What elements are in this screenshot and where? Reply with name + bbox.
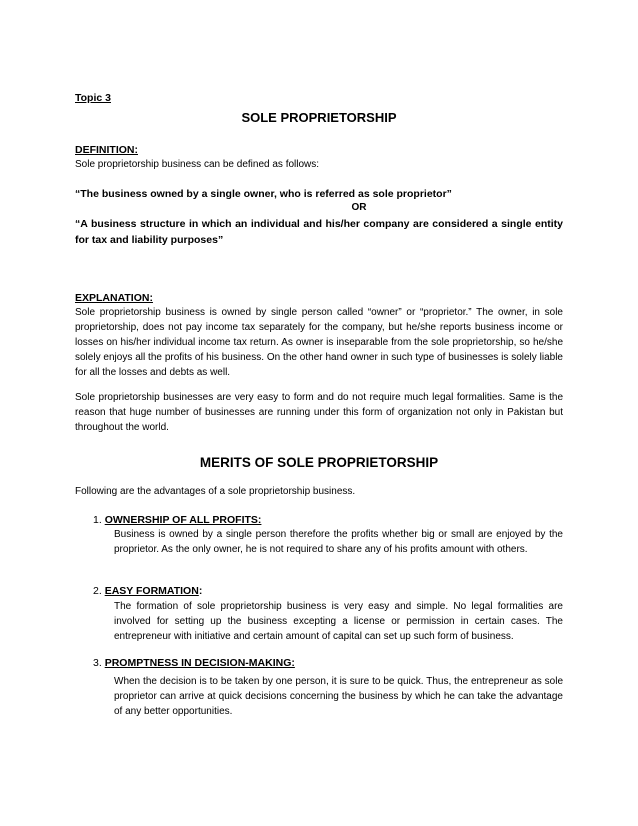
merit-label: PROMPTNESS IN DECISION-MAKING: bbox=[104, 657, 295, 669]
merits-title: MERITS OF SOLE PROPRIETORSHIP bbox=[199, 455, 439, 470]
merit-number: 3. bbox=[93, 657, 102, 669]
explanation-heading: EXPLANATION: bbox=[75, 292, 153, 304]
merit-label-suffix: : bbox=[198, 585, 203, 597]
definition-intro: Sole proprietorship business can be defined as follows: bbox=[75, 159, 320, 170]
merit-heading bbox=[93, 585, 202, 597]
explanation-paragraph-2: Sole proprietorship businesses are very easy to form and do not require much legal formalities. Same is the reason that huge number of businesses are running under this form of organization not only in Pakistan but throughout the world. bbox=[75, 392, 563, 433]
merit-text: Business is owned by a single person therefore the profits whether big or small are enjoyed by the proprietor. As the only owner, he is not required to share any of his profits amount with others. bbox=[114, 529, 563, 555]
definition-quote-1: “The business owned by a single owner, who is referred as sole proprietor” bbox=[75, 188, 452, 200]
page-title: SOLE PROPRIETORSHIP bbox=[241, 110, 397, 125]
merit-text: The formation of sole proprietorship business is very easy and simple. No legal formalities are involved for setting up the business excepting a license or permission in certain cases. The entrepreneur with initiative and certain amount of capital can set up such form of business. bbox=[114, 601, 563, 642]
merits-intro: Following are the advantages of a sole proprietorship business. bbox=[75, 486, 356, 497]
explanation-paragraph-1: Sole proprietorship business is owned by single person called “owner” or “proprietor.” The owner, in sole proprietorship, does not pay income tax separately for the company, but he/she reports business income or losses on his/her individual income tax return. As owner is inseparable from the sole proprietorship, so he/she solely enjoys all the profits of his business. On the other hand owner in such type of businesses is solely liable for all the losses and debts as well. bbox=[75, 307, 563, 378]
or-separator: OR bbox=[351, 202, 367, 213]
definition-quote-2: “A business structure in which an individual and his/her company are considered a single entity for tax and liability purposes” bbox=[75, 218, 563, 246]
merit-label: OWNERSHIP OF ALL PROFITS: bbox=[104, 514, 262, 526]
merit-number: 2. bbox=[93, 585, 102, 597]
merit-heading bbox=[93, 514, 261, 526]
merit-number: 1. bbox=[93, 514, 102, 526]
merit-label: EASY FORMATION bbox=[104, 585, 199, 597]
definition-heading: DEFINITION: bbox=[75, 144, 138, 156]
merit-text: When the decision is to be taken by one person, it is sure to be quick. Thus, the entrepreneur as sole proprietor can arrive at quick decisions concerning the business by which he can take the advantage of any better opportunities. bbox=[114, 676, 563, 717]
topic-label: Topic 3 bbox=[75, 92, 111, 104]
merit-heading bbox=[93, 657, 295, 669]
